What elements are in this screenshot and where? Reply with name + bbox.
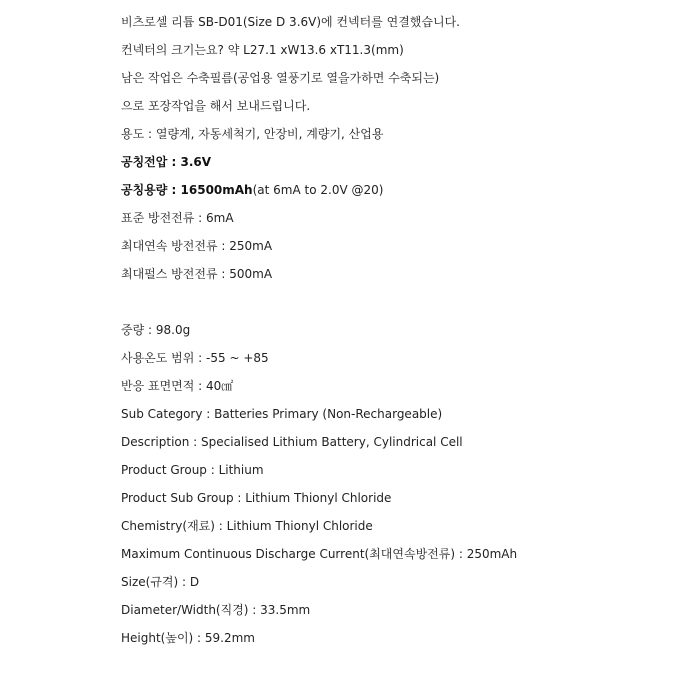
spec-line: 최대펄스 방전전류 : 500mA xyxy=(121,267,273,281)
spec-line: 사용온도 범위 : -55 ~ +85 xyxy=(121,351,269,365)
spec-line: Maximum Continuous Discharge Current(최대연속방전류) : 250mAh xyxy=(121,547,518,561)
spec-line: 최대연속 방전전류 : 250mA xyxy=(121,239,273,253)
product-description xyxy=(121,12,681,656)
nominal-capacity-value: 공칭용량 : 16500mAh xyxy=(121,183,253,197)
spec-line: 반응 표면면적 : 40㎠ xyxy=(121,379,234,393)
nominal-capacity xyxy=(121,180,681,208)
spec-line: Product Sub Group : Lithium Thionyl Chloride xyxy=(121,491,392,505)
spec-line: Description : Specialised Lithium Battery, Cylindrical Cell xyxy=(121,435,463,449)
description-line: 남은 작업은 수축필름(공업용 열풍기로 열을가하면 수축되는) xyxy=(121,71,440,85)
spec-line: Product Group : Lithium xyxy=(121,463,264,477)
spec-line: 중량 : 98.0g xyxy=(121,323,191,337)
spec-line: Chemistry(재료) : Lithium Thionyl Chloride xyxy=(121,519,373,533)
spec-line: Sub Category : Batteries Primary (Non-Rechargeable) xyxy=(121,407,443,421)
spec-line: Size(규격) : D xyxy=(121,575,200,589)
description-line: 으로 포장작업을 해서 보내드립니다. xyxy=(121,99,311,113)
nominal-capacity-note: (at 6mA to 2.0V @20) xyxy=(252,183,384,197)
spec-line: Height(높이) : 59.2mm xyxy=(121,631,255,645)
spec-line: 표준 방전전류 : 6mA xyxy=(121,211,234,225)
spacer xyxy=(121,292,681,320)
description-line: 컨넥터의 크기는요? 약 L27.1 xW13.6 xT11.3(mm) xyxy=(121,43,404,57)
spec-line: Diameter/Width(직경) : 33.5mm xyxy=(121,603,311,617)
nominal-voltage: 공칭전압 : 3.6V xyxy=(121,155,212,169)
usage-line: 용도 : 열량계, 자동세척기, 안장비, 계량기, 산업용 xyxy=(121,127,384,141)
description-line: 비츠로셀 리튬 SB-D01(Size D 3.6V)에 컨넥터를 연결했습니다. xyxy=(121,15,460,29)
